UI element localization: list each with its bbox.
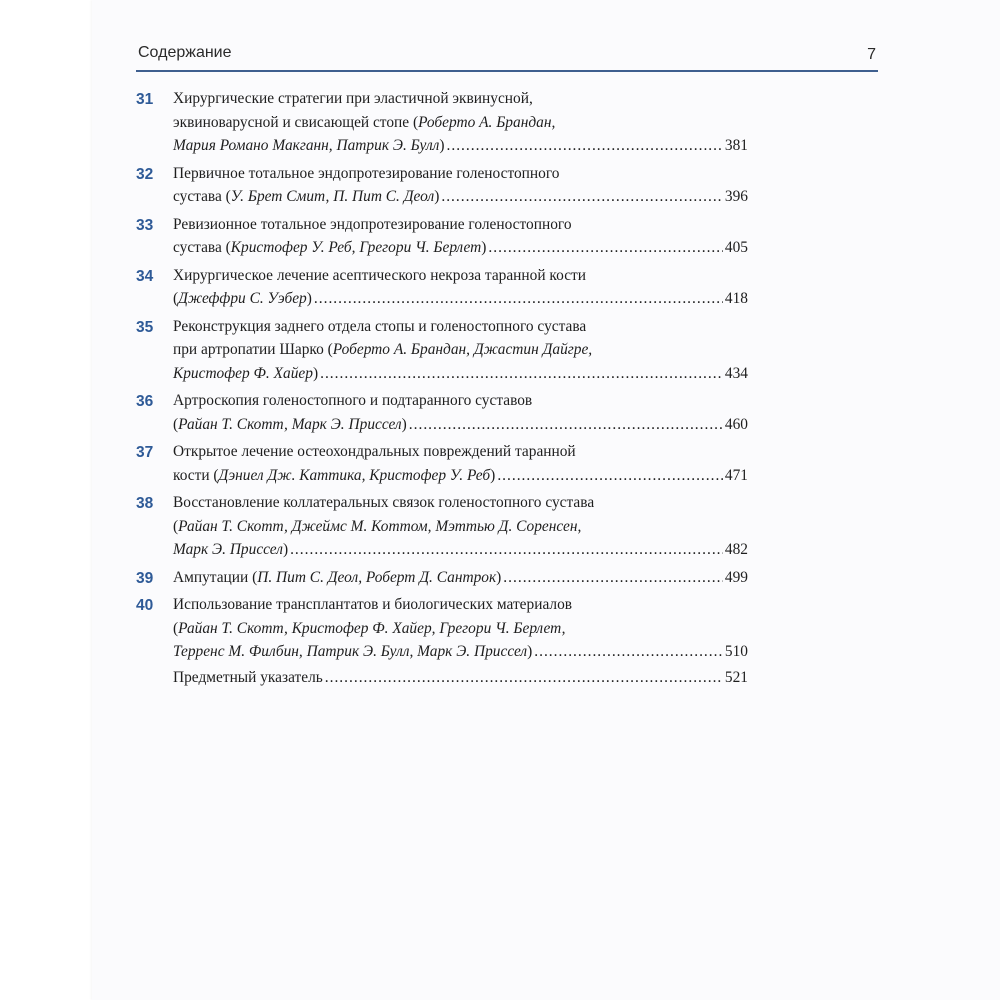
entry-text xyxy=(173,185,439,209)
entry-text xyxy=(173,114,555,131)
entry-page-number: 521 xyxy=(724,668,748,686)
entry-title: Предметный указатель xyxy=(173,668,323,686)
entry-text xyxy=(173,538,288,562)
dot-leader xyxy=(314,287,723,311)
header-rule xyxy=(136,70,878,72)
entry-title: сустава ( xyxy=(173,239,231,256)
dot-leader xyxy=(534,640,723,664)
toc-entry[interactable] xyxy=(136,593,748,664)
toc-entry[interactable] xyxy=(136,264,748,311)
entry-last-line xyxy=(173,666,748,690)
entry-title: Реконструкция заднего отдела стопы и голеностопного сустава xyxy=(173,317,587,335)
entry-page-number: 405 xyxy=(724,239,748,256)
entry-text xyxy=(173,90,533,107)
entry-authors: Мария Романо Макганн, Патрик Э. Булл xyxy=(173,137,440,154)
chapter-number: 36 xyxy=(136,393,154,410)
entry-page-number: 510 xyxy=(724,643,748,660)
toc-entry[interactable] xyxy=(136,389,748,436)
entry-authors: Джеффри С. Уэбер xyxy=(178,290,307,307)
entry-title: ) xyxy=(434,188,440,205)
entry-line xyxy=(173,213,748,237)
entry-authors: Марк Э. Приссел xyxy=(173,541,283,558)
entry-line xyxy=(173,440,748,464)
toc-entry[interactable] xyxy=(136,213,748,260)
entry-text xyxy=(173,318,586,335)
entry-title: ( xyxy=(173,415,179,433)
entry-title: ) xyxy=(481,239,487,256)
entry-text xyxy=(173,464,495,488)
page-number: 7 xyxy=(867,46,876,63)
dot-leader xyxy=(409,413,723,437)
entry-title: сустава ( xyxy=(173,188,231,205)
entry-text xyxy=(173,640,532,664)
dot-leader xyxy=(320,362,723,386)
entry-title: Открытое лечение остеохондральных повреждений таранной xyxy=(173,443,576,460)
table-of-contents xyxy=(136,87,748,693)
entry-authors: Терренс М. Филбин, Патрик Э. Булл, Марк Э. Приссел xyxy=(173,643,528,660)
entry-page-number: 381 xyxy=(724,137,748,154)
entry-authors: Райан Т. Скотт, Джеймс М. Коттом, Мэттью Д. Соренсен, xyxy=(178,517,582,535)
entry-page-number: 418 xyxy=(724,290,748,307)
entry-text xyxy=(173,216,572,233)
toc-entry[interactable] xyxy=(136,162,748,209)
entry-authors: Кристофер Ф. Хайер xyxy=(173,364,313,382)
entry-title: ) xyxy=(490,466,496,484)
entry-authors: Роберто А. Брандан, xyxy=(418,113,556,131)
entry-last-line xyxy=(173,413,748,437)
chapter-number: 37 xyxy=(136,444,154,461)
entry-authors: Кристофер У. Реб, Грегори Ч. Берлет xyxy=(230,239,482,256)
entry-title: Артроскопия голеностопного и подтаранного суставов xyxy=(173,392,533,409)
entry-line xyxy=(173,338,748,362)
entry-text xyxy=(173,236,486,260)
toc-entry[interactable] xyxy=(136,440,748,487)
entry-page-number: 396 xyxy=(724,188,748,205)
entry-title: кости ( xyxy=(173,466,219,484)
chapter-number: 33 xyxy=(136,216,154,234)
toc-entry[interactable] xyxy=(136,491,748,562)
entry-text xyxy=(173,518,581,535)
entry-last-line xyxy=(173,185,748,209)
chapter-number: 32 xyxy=(136,165,154,183)
dot-leader xyxy=(441,185,723,209)
entry-page-number: 471 xyxy=(724,466,748,484)
entry-last-line xyxy=(173,538,748,562)
entry-text xyxy=(173,287,312,311)
chapter-number: 40 xyxy=(136,597,154,614)
entry-last-line xyxy=(173,640,748,664)
chapter-number: 39 xyxy=(136,569,154,587)
chapter-number: 34 xyxy=(136,267,154,285)
entry-title: ( xyxy=(173,517,179,535)
entry-text xyxy=(173,566,501,590)
toc-entry[interactable] xyxy=(136,566,748,590)
entry-last-line xyxy=(173,464,748,488)
entry-title: Хирургическое лечение асептического некроза таранной кости xyxy=(173,266,586,284)
entry-title: Ревизионное тотальное эндопротезирование голеностопного xyxy=(173,215,572,233)
entry-text xyxy=(173,267,586,284)
entry-title: Ампутации ( xyxy=(173,568,258,586)
entry-title: ( xyxy=(173,619,179,637)
entry-authors: Роберто А. Брандан, Джастин Дайгре, xyxy=(332,341,593,358)
dot-leader xyxy=(503,566,723,590)
toc-entry-index[interactable] xyxy=(136,666,748,690)
entry-title: ) xyxy=(439,137,445,154)
entry-line xyxy=(173,315,748,339)
entry-text xyxy=(173,494,594,511)
entry-last-line xyxy=(173,287,748,311)
entry-title: Первичное тотальное эндопротезирование голеностопного xyxy=(173,164,560,182)
toc-entry[interactable] xyxy=(136,315,748,386)
dot-leader xyxy=(497,464,723,488)
entry-title: Хирургические стратегии при эластичной эквинусной, xyxy=(173,90,533,107)
entry-title: эквиноварусной и свисающей стопе ( xyxy=(173,113,419,131)
entry-authors: У. Брет Смит, П. Пит С. Деол xyxy=(230,188,435,205)
dot-leader xyxy=(325,666,723,690)
entry-title: ( xyxy=(173,290,179,307)
entry-text xyxy=(173,134,445,158)
entry-line xyxy=(173,617,748,641)
entry-title: ) xyxy=(496,568,502,586)
chapter-number: 35 xyxy=(136,318,154,336)
entry-page-number: 499 xyxy=(724,568,748,586)
entry-line xyxy=(173,491,748,515)
entry-line xyxy=(173,389,748,413)
running-header xyxy=(136,44,878,70)
entry-page-number: 482 xyxy=(724,541,748,558)
dot-leader xyxy=(290,538,723,562)
entry-title: при артропатии Шарко ( xyxy=(173,341,333,358)
running-title: Содержание xyxy=(138,44,232,61)
entry-line xyxy=(173,87,748,111)
entry-line xyxy=(173,111,748,135)
entry-line xyxy=(173,593,748,617)
toc-entry[interactable] xyxy=(136,87,748,158)
entry-line xyxy=(173,264,748,288)
entry-text xyxy=(173,341,592,358)
entry-title: ) xyxy=(312,364,319,382)
entry-authors: Райан Т. Скотт, Кристофер Ф. Хайер, Грегори Ч. Берлет, xyxy=(178,619,566,637)
entry-title: ) xyxy=(527,643,533,660)
entry-text xyxy=(173,443,576,460)
entry-line xyxy=(173,515,748,539)
dot-leader xyxy=(488,236,722,260)
entry-title: ) xyxy=(401,415,407,433)
entry-last-line xyxy=(173,236,748,260)
entry-authors: Дэниел Дж. Каттика, Кристофер У. Реб xyxy=(218,466,491,484)
entry-title: ) xyxy=(282,541,289,558)
entry-page-number: 434 xyxy=(724,364,748,382)
entry-text xyxy=(173,362,318,386)
entry-authors: Райан Т. Скотт, Марк Э. Приссел xyxy=(178,415,402,433)
entry-text xyxy=(173,666,323,690)
entry-page-number: 460 xyxy=(724,415,748,433)
entry-text xyxy=(173,413,407,437)
entry-text xyxy=(173,165,559,182)
dot-leader xyxy=(447,134,723,158)
entry-text xyxy=(173,392,532,409)
entry-text xyxy=(173,596,572,613)
chapter-number: 38 xyxy=(136,495,154,512)
entry-title: ) xyxy=(306,290,312,307)
entry-text xyxy=(173,620,566,637)
entry-last-line xyxy=(173,362,748,386)
entry-line xyxy=(173,162,748,186)
entry-last-line xyxy=(173,566,748,590)
entry-last-line xyxy=(173,134,748,158)
entry-authors: П. Пит С. Деол, Роберт Д. Сантрок xyxy=(257,568,497,586)
chapter-number: 31 xyxy=(136,91,154,108)
entry-title: Восстановление коллатеральных связок голеностопного сустава xyxy=(173,494,595,511)
entry-title: Использование трансплантатов и биологических материалов xyxy=(173,596,573,613)
